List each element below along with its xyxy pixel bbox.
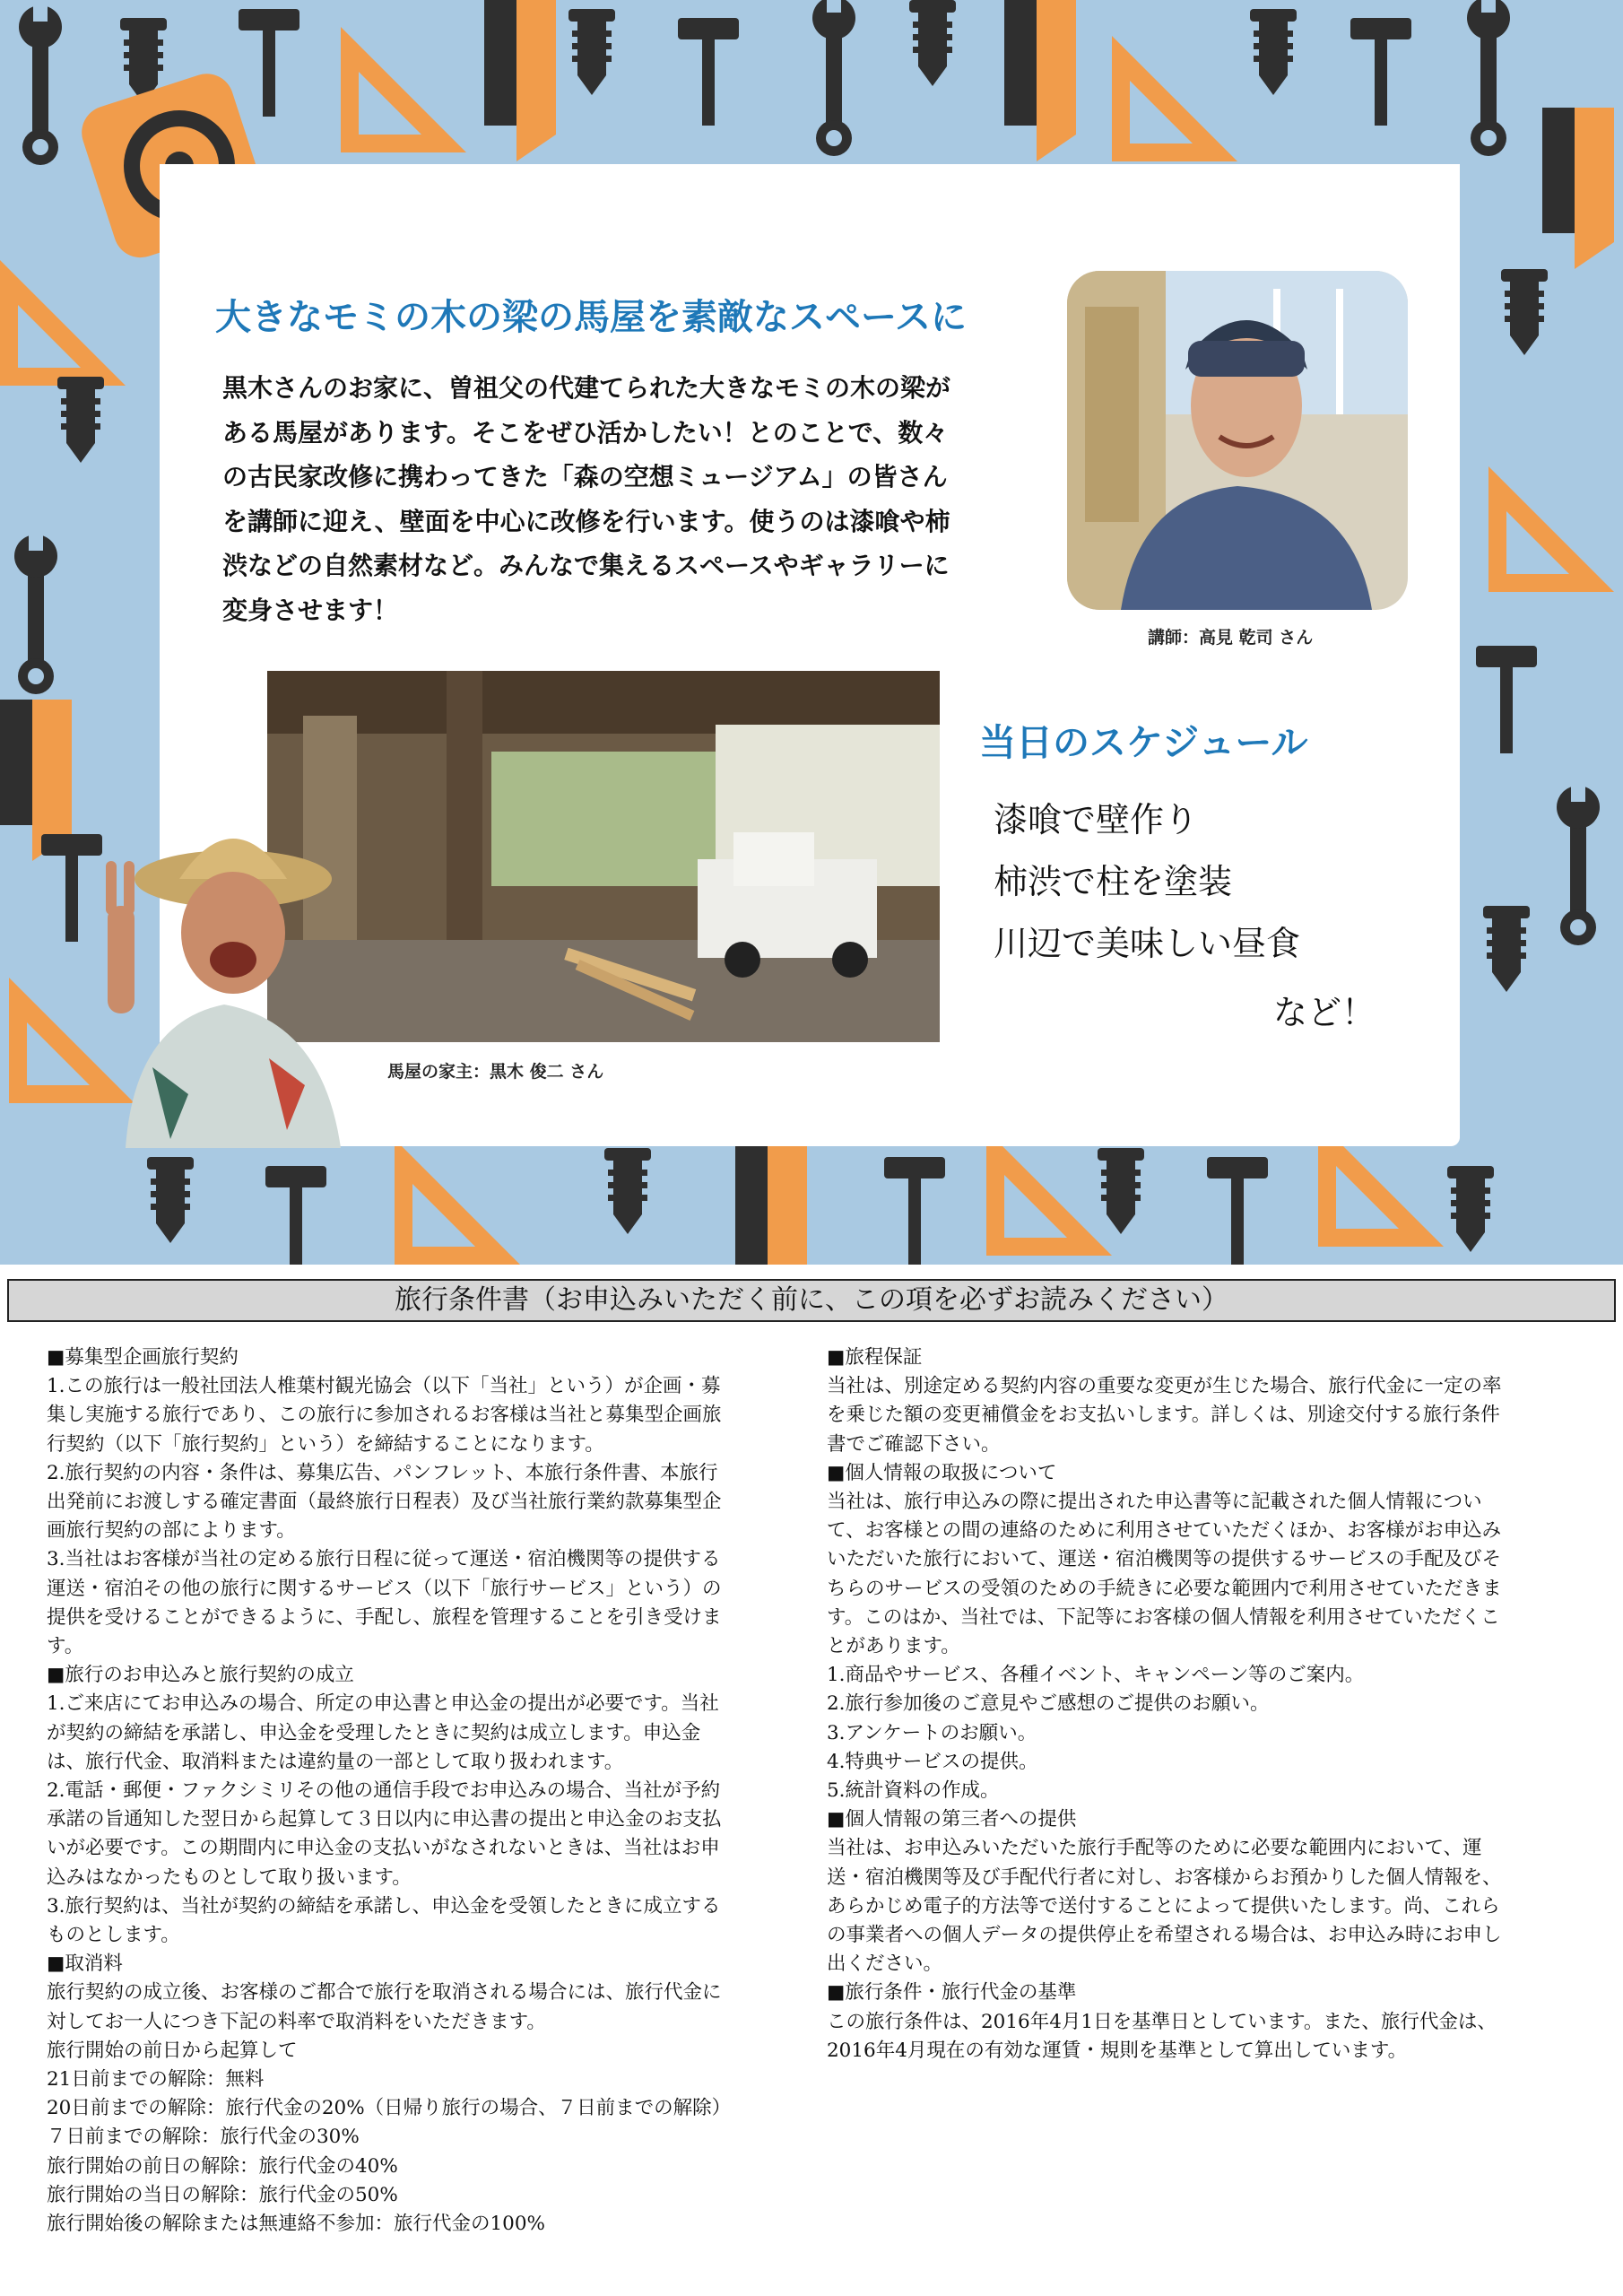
terms-line: 対してお一人につき下記の料率で取消料をいただきます。 [47, 2010, 546, 2033]
terms-line: 1.この旅行は一般社団法人椎葉村観光協会（以下「当社」という）が企画・募 [47, 1375, 721, 1398]
terms-line: 当社は、旅行申込みの際に提出された申込書等に記載された個人情報につい [827, 1491, 1482, 1514]
terms-line: 集し実施する旅行であり、この旅行に参加されるお客様は当社と募集型企画旅 [47, 1404, 722, 1427]
terms-line: 2.電話・郵便・ファクシミリその他の通信手段でお申込みの場合、当社が予約 [47, 1779, 721, 1803]
owner-caption: 馬屋の家主：黒木 俊二 さん [387, 1062, 604, 1082]
schedule-list [994, 789, 1300, 975]
terms-line: ものとします。 [47, 1924, 180, 1947]
barn-photo [267, 671, 940, 1042]
intro-line: 変身させます！ [222, 595, 399, 625]
terms-line: 画旅行契約の部によります。 [47, 1519, 296, 1543]
terms-line: 1.ご来店にてお申込みの場合、所定の申込書と申込金の提出が必要です。当社 [47, 1692, 719, 1716]
terms-line: 3.アンケートのお願い。 [827, 1721, 1037, 1744]
terms-line: 運送・宿泊その他の旅行に関するサービス（以下「旅行サービス」という）の [47, 1577, 722, 1600]
terms-line: 旅行開始後の解除または無連絡不参加：旅行代金の100% [47, 2213, 545, 2236]
terms-line: ７日前までの解除：旅行代金の30% [47, 2126, 360, 2149]
terms-line: 4.特典サービスの提供。 [827, 1750, 1038, 1773]
terms-section-heading: ■旅行条件・旅行代金の基準 [827, 1981, 1077, 2005]
terms-section-heading: ■個人情報の取扱について [827, 1461, 1057, 1484]
terms-line: 旅行開始の前日から起算して [47, 2039, 298, 2062]
schedule-etc: など！ [1273, 993, 1376, 1032]
terms-line: とがあります。 [827, 1635, 960, 1658]
terms-line: 出ください。 [827, 1952, 943, 1976]
terms-section-heading: ■個人情報の第三者への提供 [827, 1808, 1077, 1831]
terms-line: 送・宿泊機関等及び手配代行者に対し、お客様からお預かりした個人情報を、 [827, 1866, 1502, 1889]
intro-line: を講師に迎え、壁面を中心に改修を行います。使うのは漆喰や柿 [222, 506, 950, 536]
terms-line: この旅行条件は、2016年4月1日を基準日としています。また、旅行代金は、 [827, 2010, 1497, 2033]
intro-line: 黒木さんのお家に、曽祖父の代建てられた大きなモミの木の梁が [222, 373, 951, 403]
terms-line: 出発前にお渡しする確定書面（最終旅行日程表）及び当社旅行業約款募集型企 [47, 1491, 722, 1514]
terms-section-heading: ■旅程保証 [827, 1346, 923, 1369]
terms-line: いただいた旅行において、運送・宿泊機関等の提供するサービスの手配及びそ [827, 1548, 1502, 1571]
terms-line: 旅行開始の当日の解除：旅行代金の50% [47, 2183, 398, 2206]
feature-title: 大きなモミの木の梁の馬屋を素敵なスペースに [215, 296, 967, 338]
terms-line: 5.統計資料の作成。 [827, 1779, 1000, 1803]
terms-line: 20日前までの解除：旅行代金の20%（日帰り旅行の場合、７日前までの解除） [47, 2097, 732, 2120]
terms-line: ちらのサービスの受領のための手続きに必要な範囲内で利用させていただきま [827, 1577, 1502, 1600]
terms-line: あらかじめ電子的方法等で送付することによって提供いたします。尚、これら [827, 1894, 1500, 1918]
terms-line: 行契約（以下「旅行契約」という）を締結することになります。 [47, 1432, 604, 1456]
terms-line: は、旅行代金、取消料または違約量の一部として取り扱われます。 [47, 1750, 624, 1773]
schedule-title: 当日のスケジュール [979, 721, 1308, 764]
terms-section-heading: ■旅行のお申込みと旅行契約の成立 [47, 1664, 354, 1687]
terms-line: 込みはなかったものとして取り扱います。 [47, 1866, 412, 1889]
lecturer-photo [1067, 271, 1408, 610]
owner-photo [90, 798, 368, 1148]
terms-line: す。 [47, 1635, 84, 1658]
schedule-item: 川辺で美味しい昼食 [994, 924, 1301, 963]
terms-line: 当社は、お申込みいただいた旅行手配等のために必要な範囲内において、運 [827, 1837, 1482, 1860]
intro-line: の古民家改修に携わってきた「森の空想ミュージアム」の皆さん [222, 462, 948, 491]
terms-left-column [47, 1344, 807, 2239]
terms-right-column [827, 1344, 1591, 2066]
terms-heading: 旅行条件書（お申込みいただく前に、この項を必ずお読みください） [7, 1279, 1616, 1322]
terms-line: て、お客様との間の連絡のために利用させていただくほか、お客様がお申込み [827, 1519, 1502, 1543]
terms-line: 1.商品やサービス、各種イベント、キャンペーン等のご案内。 [827, 1664, 1365, 1687]
terms-line: 承諾の旨通知した翌日から起算して３日以内に申込書の提出と申込金のお支払 [47, 1808, 722, 1831]
terms-line: が契約の締結を承諾し、申込金を受理したときに契約は成立します。申込金 [47, 1721, 701, 1744]
feature-intro [222, 366, 1038, 632]
terms-section-heading: ■取消料 [47, 1952, 123, 1976]
lecturer-caption: 講師：高見 乾司 さん [1148, 628, 1314, 648]
terms-line: の事業者への個人データの提供停止を希望される場合は、お申込み時にお申し [827, 1924, 1502, 1947]
terms-line: 当社は、別途定める契約内容の重要な変更が生じた場合、旅行代金に一定の率 [827, 1375, 1502, 1398]
terms-line: 2016年4月現在の有効な運賃・規則を基準として算出しています。 [827, 2039, 1408, 2062]
terms-line: す。このはか、当社では、下記等にお客様の個人情報を利用させていただくこ [827, 1605, 1500, 1629]
terms-line: 2.旅行参加後のご意見やご感想のご提供のお願い。 [827, 1692, 1270, 1716]
schedule-item: 柿渋で柱を塗装 [994, 862, 1233, 901]
terms-section-heading: ■募集型企画旅行契約 [47, 1346, 239, 1369]
terms-line: いが必要です。この期間内に申込金の支払いがなされないときは、当社はお申 [47, 1837, 720, 1860]
terms-line: 3.当社はお客様が当社の定める旅行日程に従って運送・宿泊機関等の提供する [47, 1548, 721, 1571]
terms-line: を乗じた額の変更補償金をお支払いします。詳しくは、別途交付する旅行条件 [827, 1404, 1500, 1427]
terms-line: 提供を受けることができるように、手配し、旅程を管理することを引き受けま [47, 1605, 722, 1629]
terms-line: 書でご確認下さい。 [827, 1432, 1001, 1456]
schedule-item: 漆喰で壁作り [994, 800, 1199, 839]
terms-line: 2.旅行契約の内容・条件は、募集広告、パンフレット、本旅行条件書、本旅行 [47, 1461, 718, 1484]
terms-line: 旅行契約の成立後、お客様のご都合で旅行を取消される場合には、旅行代金に [47, 1981, 722, 2005]
terms-line: 21日前までの解除：無料 [47, 2068, 265, 2092]
intro-line: 渋などの自然素材など。みんなで集えるスペースやギャラリーに [222, 551, 950, 580]
terms-line: 3.旅行契約は、当社が契約の締結を承諾し、申込金を受領したときに成立する [47, 1894, 721, 1918]
terms-line: 旅行開始の前日の解除：旅行代金の40% [47, 2154, 398, 2178]
intro-line: ある馬屋があります。そこをぜひ活かしたい！とのことで、数々 [222, 417, 949, 448]
